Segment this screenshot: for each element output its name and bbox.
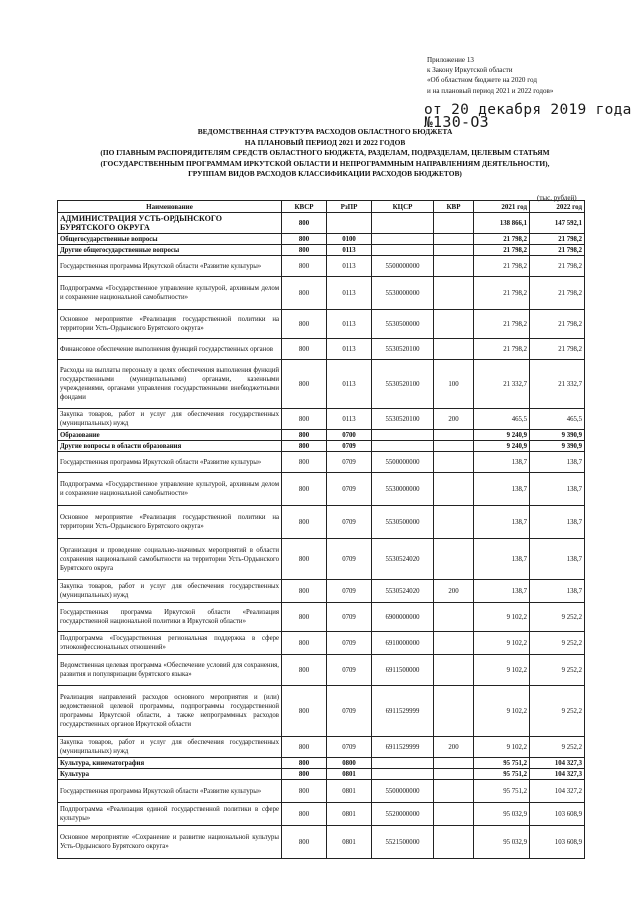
cell-rzpr: 0700 (327, 430, 372, 441)
cell-kvsr: 800 (282, 256, 327, 277)
stamp-no-prefix: № (424, 115, 434, 131)
cell-rzpr: 0709 (327, 655, 372, 686)
table-row (58, 506, 585, 539)
cell-kcsr: 5500000000 (372, 452, 434, 473)
cell-kcsr: 5530520100 (372, 339, 434, 360)
cell-kvr (434, 256, 474, 277)
cell-kvsr: 800 (282, 310, 327, 339)
cell-rzpr: 0113 (327, 256, 372, 277)
cell-kcsr: 6911529999 (372, 737, 434, 758)
cell-name: Подпрограмма «Государственная региональная поддержка в сфере этноконфессиональных отношений» (58, 632, 282, 655)
cell-2021: 21 798,2 (474, 234, 530, 245)
table-body (58, 213, 585, 859)
cell-name: Образование (58, 430, 282, 441)
cell-kvr (434, 506, 474, 539)
table-row (58, 539, 585, 580)
cell-kvsr: 800 (282, 758, 327, 769)
cell-kvr (434, 213, 474, 234)
cell-rzpr: 0709 (327, 737, 372, 758)
table-row (58, 360, 585, 409)
appendix-line: к Закону Иркутской области (427, 66, 513, 75)
cell-rzpr: 0709 (327, 686, 372, 737)
cell-kvsr: 800 (282, 234, 327, 245)
cell-2021: 9 240,9 (474, 441, 530, 452)
table-row (58, 632, 585, 655)
cell-kvr (434, 655, 474, 686)
cell-2022: 21 332,7 (530, 360, 585, 409)
cell-kcsr: 6911500000 (372, 655, 434, 686)
cell-2022: 103 608,9 (530, 826, 585, 859)
cell-kvr: 200 (434, 580, 474, 603)
stamp-prefix: от (424, 102, 443, 118)
cell-kvsr: 800 (282, 441, 327, 452)
cell-kvr: 100 (434, 360, 474, 409)
cell-2021: 9 102,2 (474, 655, 530, 686)
table-row (58, 234, 585, 245)
cell-kcsr (372, 213, 434, 234)
cell-name: Закупка товаров, работ и услуг для обеспечения государственных (муниципальных) нужд (58, 580, 282, 603)
cell-name: Ведомственная целевая программа «Обеспечение условий для сохранения, развития и популяризации бурятского языка» (58, 655, 282, 686)
title-line: (ПО ГЛАВНЫМ РАСПОРЯДИТЕЛЯМ СРЕДСТВ ОБЛАСТНОГО БЮДЖЕТА, РАЗДЕЛАМ, ПОДРАЗДЕЛАМ, ЦЕЛЕВЫМ СТАТЬЯМ (100, 148, 550, 158)
cell-kvsr: 800 (282, 780, 327, 803)
cell-kvsr: 800 (282, 803, 327, 826)
cell-kcsr: 5530000000 (372, 473, 434, 506)
cell-rzpr: 0113 (327, 339, 372, 360)
cell-kvsr: 800 (282, 655, 327, 686)
cell-2022: 104 327,3 (530, 758, 585, 769)
unit-note: (тыс. рублей) (537, 194, 577, 202)
header-2021: 2021 год (474, 201, 530, 213)
title-line: ГРУППАМ ВИДОВ РАСХОДОВ КЛАССИФИКАЦИИ РАСХОДОВ БЮДЖЕТОВ) (188, 169, 462, 179)
table-row (58, 686, 585, 737)
cell-2022: 138,7 (530, 473, 585, 506)
cell-name: Государственная программа Иркутской области «Развитие культуры» (58, 256, 282, 277)
cell-2022: 9 252,2 (530, 632, 585, 655)
cell-kvsr: 800 (282, 603, 327, 632)
cell-rzpr: 0709 (327, 452, 372, 473)
cell-kvr (434, 339, 474, 360)
cell-rzpr: 0801 (327, 826, 372, 859)
cell-rzpr: 0800 (327, 758, 372, 769)
table-row (58, 213, 585, 234)
cell-kvr (434, 310, 474, 339)
table-row (58, 245, 585, 256)
cell-2022: 104 327,2 (530, 780, 585, 803)
header-rzpr: РзПР (327, 201, 372, 213)
table-row (58, 826, 585, 859)
cell-rzpr: 0709 (327, 603, 372, 632)
table-header-row (58, 201, 585, 213)
cell-2021: 138,7 (474, 452, 530, 473)
title-line: (ГОСУДАРСТВЕННЫМ ПРОГРАММАМ ИРКУТСКОЙ ОБЛАСТИ И НЕПРОГРАММНЫМ НАПРАВЛЕНИЯМ ДЕЯТЕЛЬНОСТИ), (100, 158, 550, 168)
cell-2021: 95 751,2 (474, 769, 530, 780)
stamp-date: 20 декабря 2019 года (451, 102, 632, 118)
cell-2021: 95 032,9 (474, 803, 530, 826)
cell-kvsr: 800 (282, 452, 327, 473)
cell-name: АДМИНИСТРАЦИЯ УСТЬ-ОРДЫНСКОГО БУРЯТСКОГО ОКРУГА (58, 213, 282, 234)
cell-kcsr: 6900000000 (372, 603, 434, 632)
cell-name: Подпрограмма «Государственное управление культурой, архивным делом и сохранение национальной самобытности» (58, 473, 282, 506)
cell-kcsr: 5521500000 (372, 826, 434, 859)
cell-2021: 95 751,2 (474, 758, 530, 769)
cell-rzpr: 0113 (327, 245, 372, 256)
cell-rzpr: 0801 (327, 780, 372, 803)
cell-kvsr: 800 (282, 632, 327, 655)
cell-2022: 9 252,2 (530, 686, 585, 737)
cell-kvr (434, 234, 474, 245)
cell-name: Другие вопросы в области образования (58, 441, 282, 452)
table-row (58, 277, 585, 310)
cell-kvr (434, 539, 474, 580)
title-line: ВЕДОМСТВЕННАЯ СТРУКТУРА РАСХОДОВ ОБЛАСТНОГО БЮДЖЕТА (197, 127, 453, 136)
header-kvsr: КВСР (282, 201, 327, 213)
cell-rzpr: 0709 (327, 580, 372, 603)
cell-name: Подпрограмма «Государственное управление культурой, архивным делом и сохранение национальной самобытности» (58, 277, 282, 310)
cell-2022: 9 390,9 (530, 441, 585, 452)
cell-name: Реализация направлений расходов основного мероприятия и (или) ведомственной целевой программы, подпрограммы государственной программы Иркутской области, а также непрограммных расходов государственных органов Иркутской области (58, 686, 282, 737)
header-name: Наименование (58, 201, 282, 213)
cell-kcsr: 6911529999 (372, 686, 434, 737)
cell-kvr (434, 473, 474, 506)
cell-kvsr: 800 (282, 473, 327, 506)
cell-rzpr: 0709 (327, 506, 372, 539)
cell-2021: 138,7 (474, 506, 530, 539)
cell-2022: 21 798,2 (530, 234, 585, 245)
cell-name: Организация и проведение социально-значимых мероприятий в области сохранения национальной самобытности на территории Усть-Ордынского Бурятского округа (58, 539, 282, 580)
cell-name: Закупка товаров, работ и услуг для обеспечения государственных (муниципальных) нужд (58, 409, 282, 430)
cell-rzpr: 0113 (327, 409, 372, 430)
cell-name: Общегосударственные вопросы (58, 234, 282, 245)
cell-kcsr (372, 769, 434, 780)
budget-table (57, 200, 585, 859)
cell-2021: 465,5 (474, 409, 530, 430)
cell-name: Основное мероприятие «Реализация государственной политики на территории Усть-Ордынского Бурятского округа» (58, 506, 282, 539)
cell-kcsr (372, 245, 434, 256)
cell-kvr (434, 452, 474, 473)
stamp-number: 130-ОЗ (433, 113, 490, 131)
header-2022: 2022 год (530, 201, 585, 213)
cell-rzpr: 0801 (327, 803, 372, 826)
cell-name: Основное мероприятие «Реализация государственной политики на территории Усть-Ордынского Бурятского округа» (58, 310, 282, 339)
cell-kvr (434, 603, 474, 632)
cell-name: Основное мероприятие «Сохранение и развитие национальной культуры Усть-Ордынского Бурятского округа» (58, 826, 282, 859)
cell-name: Государственная программа Иркутской области «Развитие культуры» (58, 780, 282, 803)
table-row (58, 256, 585, 277)
table-row (58, 758, 585, 769)
cell-2021: 21 798,2 (474, 256, 530, 277)
cell-kvsr: 800 (282, 409, 327, 430)
cell-kvr (434, 277, 474, 310)
cell-2021: 138,7 (474, 473, 530, 506)
cell-2021: 138,7 (474, 580, 530, 603)
table-row (58, 769, 585, 780)
cell-kvr (434, 245, 474, 256)
cell-kcsr: 5530524020 (372, 539, 434, 580)
title-line: НА ПЛАНОВЫЙ ПЕРИОД 2021 И 2022 ГОДОВ (244, 137, 406, 147)
cell-2022: 21 798,2 (530, 339, 585, 360)
cell-kvr (434, 441, 474, 452)
cell-rzpr: 0709 (327, 632, 372, 655)
table-row (58, 452, 585, 473)
table-row (58, 441, 585, 452)
cell-2021: 138 866,1 (474, 213, 530, 234)
cell-name: Культура (58, 769, 282, 780)
cell-kvsr: 800 (282, 737, 327, 758)
cell-kvr: 200 (434, 409, 474, 430)
cell-name: Закупка товаров, работ и услуг для обеспечения государственных (муниципальных) нужд (58, 737, 282, 758)
cell-kvr (434, 430, 474, 441)
cell-rzpr: 0113 (327, 360, 372, 409)
appendix-line: и на плановый период 2021 и 2022 годов» (427, 86, 554, 95)
cell-name: Расходы на выплаты персоналу в целях обеспечения выполнения функций государственными (муниципальными) органами, казенными учреждениями, органами управления государственными внебюджетными фондами (58, 360, 282, 409)
cell-2022: 9 252,2 (530, 655, 585, 686)
cell-rzpr: 0709 (327, 539, 372, 580)
cell-kvr (434, 758, 474, 769)
cell-2022: 138,7 (530, 452, 585, 473)
cell-kvsr: 800 (282, 430, 327, 441)
cell-kcsr: 5500000000 (372, 256, 434, 277)
cell-kvsr: 800 (282, 360, 327, 409)
cell-2021: 21 798,2 (474, 277, 530, 310)
cell-rzpr: 0113 (327, 277, 372, 310)
cell-2022: 21 798,2 (530, 277, 585, 310)
table-row (58, 339, 585, 360)
cell-kvr (434, 769, 474, 780)
cell-2022: 138,7 (530, 580, 585, 603)
table-row (58, 473, 585, 506)
cell-rzpr: 0801 (327, 769, 372, 780)
cell-kvsr: 800 (282, 277, 327, 310)
cell-kcsr (372, 441, 434, 452)
cell-name: Государственная программа Иркутской области «Развитие культуры» (58, 452, 282, 473)
cell-2021: 138,7 (474, 539, 530, 580)
cell-kvr (434, 686, 474, 737)
cell-kvr (434, 803, 474, 826)
table-row (58, 430, 585, 441)
table-row (58, 737, 585, 758)
cell-kcsr: 5530500000 (372, 310, 434, 339)
cell-2022: 9 252,2 (530, 603, 585, 632)
cell-name: Финансовое обеспечение выполнения функций государственных органов (58, 339, 282, 360)
cell-2022: 138,7 (530, 539, 585, 580)
cell-kvsr: 800 (282, 580, 327, 603)
cell-kcsr (372, 430, 434, 441)
cell-kvr (434, 632, 474, 655)
header-kcsr: КЦСР (372, 201, 434, 213)
cell-2022: 147 592,1 (530, 213, 585, 234)
cell-2021: 9 102,2 (474, 686, 530, 737)
cell-2022: 21 798,2 (530, 256, 585, 277)
table-row (58, 409, 585, 430)
cell-kcsr: 5530520100 (372, 409, 434, 430)
cell-kcsr (372, 234, 434, 245)
cell-2021: 21 798,2 (474, 245, 530, 256)
cell-kcsr: 5530500000 (372, 506, 434, 539)
header-kvr: КВР (434, 201, 474, 213)
table-row (58, 310, 585, 339)
table-row (58, 780, 585, 803)
table-row (58, 803, 585, 826)
cell-2021: 21 798,2 (474, 310, 530, 339)
table-row (58, 655, 585, 686)
cell-kcsr: 5530000000 (372, 277, 434, 310)
cell-name: Подпрограмма «Реализация единой государственной политики в сфере культуры» (58, 803, 282, 826)
appendix-note (427, 55, 627, 96)
cell-kvr (434, 780, 474, 803)
cell-2021: 21 798,2 (474, 339, 530, 360)
table-row (58, 580, 585, 603)
cell-kvsr: 800 (282, 339, 327, 360)
cell-rzpr: 0100 (327, 234, 372, 245)
cell-2021: 9 102,2 (474, 632, 530, 655)
cell-kcsr (372, 758, 434, 769)
table-row (58, 603, 585, 632)
cell-2021: 9 102,2 (474, 603, 530, 632)
cell-name: Государственная программа Иркутской области «Реализация государственной национальной политики в Иркутской области» (58, 603, 282, 632)
cell-rzpr (327, 213, 372, 234)
cell-2021: 95 032,9 (474, 826, 530, 859)
cell-2021: 9 102,2 (474, 737, 530, 758)
cell-2022: 103 608,9 (530, 803, 585, 826)
cell-2022: 21 798,2 (530, 245, 585, 256)
cell-2021: 95 751,2 (474, 780, 530, 803)
cell-kcsr: 5530520100 (372, 360, 434, 409)
cell-kvsr: 800 (282, 686, 327, 737)
cell-kcsr: 5500000000 (372, 780, 434, 803)
cell-name: Другие общегосударственные вопросы (58, 245, 282, 256)
cell-kvr: 200 (434, 737, 474, 758)
document-title (40, 127, 610, 180)
cell-2022: 138,7 (530, 506, 585, 539)
cell-kvsr: 800 (282, 539, 327, 580)
cell-kvr (434, 826, 474, 859)
cell-kvsr: 800 (282, 506, 327, 539)
appendix-line: «Об областном бюджете на 2020 год (427, 76, 537, 85)
cell-2021: 21 332,7 (474, 360, 530, 409)
cell-rzpr: 0709 (327, 473, 372, 506)
cell-2021: 9 240,9 (474, 430, 530, 441)
cell-2022: 465,5 (530, 409, 585, 430)
cell-kcsr: 5530524020 (372, 580, 434, 603)
cell-2022: 9 390,9 (530, 430, 585, 441)
cell-2022: 104 327,3 (530, 769, 585, 780)
cell-kvsr: 800 (282, 826, 327, 859)
cell-2022: 9 252,2 (530, 737, 585, 758)
cell-rzpr: 0113 (327, 310, 372, 339)
appendix-line: Приложение 13 (427, 56, 474, 64)
cell-kvsr: 800 (282, 213, 327, 234)
cell-rzpr: 0709 (327, 441, 372, 452)
cell-name: Культура, кинематография (58, 758, 282, 769)
cell-kcsr: 5520000000 (372, 803, 434, 826)
cell-2022: 21 798,2 (530, 310, 585, 339)
cell-kcsr: 6910000000 (372, 632, 434, 655)
cell-kvsr: 800 (282, 769, 327, 780)
cell-kvsr: 800 (282, 245, 327, 256)
